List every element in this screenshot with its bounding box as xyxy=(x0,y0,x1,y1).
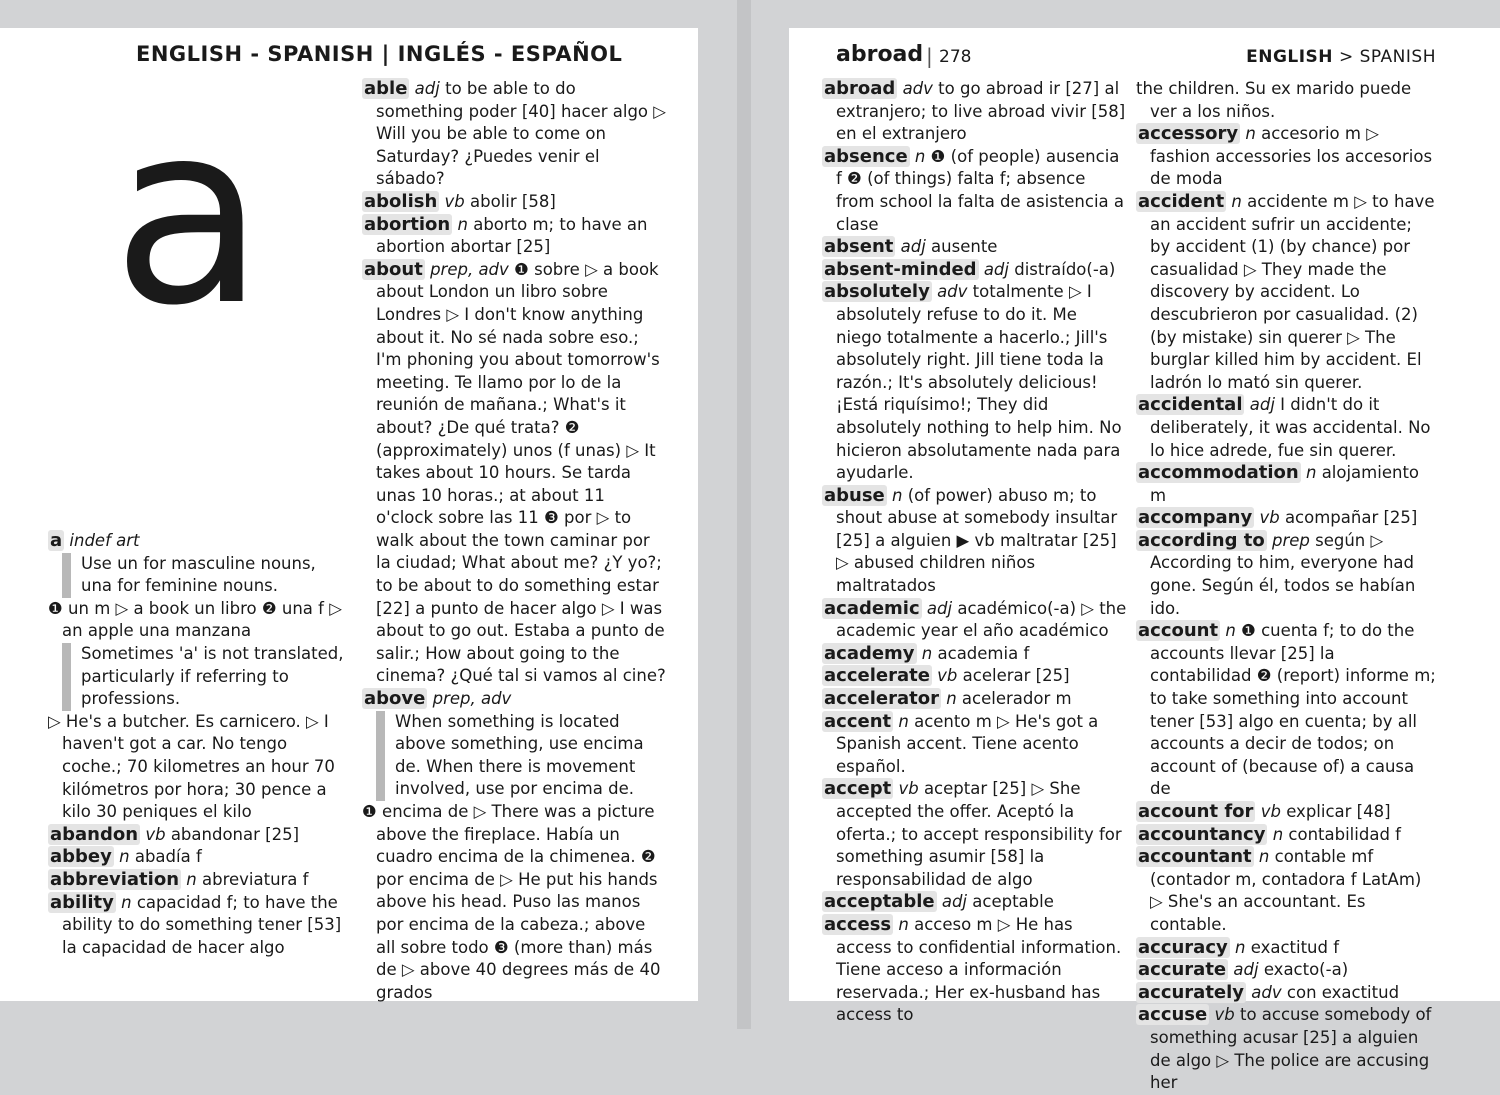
part-of-speech: adj xyxy=(983,259,1009,279)
dictionary-entry xyxy=(48,846,348,869)
headword: accidental xyxy=(1138,394,1243,416)
part-of-speech: n xyxy=(1272,824,1284,844)
headword: absence xyxy=(824,145,908,167)
part-of-speech: adv xyxy=(1251,982,1282,1002)
dictionary-entry xyxy=(1136,846,1436,936)
entry-continuation: ❶ un m ▷ a book un libro ❷ una f ▷ an apple una manzana xyxy=(48,598,342,641)
headword: abuse xyxy=(824,484,885,506)
part-of-speech: vb xyxy=(937,666,958,686)
part-of-speech: n xyxy=(898,711,909,731)
dictionary-entry xyxy=(362,214,667,259)
dictionary-entry xyxy=(822,665,1127,688)
headword: accept xyxy=(824,778,892,800)
headword: accompany xyxy=(1138,507,1253,529)
definition: acento m ▷ He's got a Spanish accent. Tiene acento español. xyxy=(836,711,1099,776)
part-of-speech: prep, adv xyxy=(430,259,509,279)
headword: abroad xyxy=(824,78,896,99)
definition: (of power) abuso m; to shout abuse at somebody insultar [25] a alguien ▶ vb maltratar [25] ▷ abused children niños maltratados xyxy=(836,485,1118,596)
left-column-2 xyxy=(362,78,667,1004)
header-lang-bold: ENGLISH xyxy=(1246,47,1334,67)
headword: accuracy xyxy=(1138,936,1228,958)
part-of-speech: adj xyxy=(1233,960,1259,980)
part-of-speech: vb xyxy=(145,824,166,844)
headword: accurate xyxy=(1138,959,1227,981)
headword: accuse xyxy=(1138,1004,1208,1026)
part-of-speech: n xyxy=(119,847,130,867)
page-title: ENGLISH - SPANISH | INGLÉS - ESPAÑOL xyxy=(136,42,623,66)
part-of-speech: adj xyxy=(926,598,953,618)
headword: accident xyxy=(1138,190,1225,212)
page-number: 278 xyxy=(939,47,972,67)
definition: alojamiento m xyxy=(1150,463,1420,505)
headword: absent xyxy=(824,236,894,258)
dictionary-entry xyxy=(48,869,348,892)
part-of-speech: n xyxy=(892,485,903,505)
part-of-speech: n xyxy=(121,892,132,912)
dictionary-entry xyxy=(822,891,1127,914)
definition: aceptable xyxy=(972,892,1054,912)
dictionary-entry xyxy=(1136,123,1436,191)
part-of-speech: n xyxy=(186,869,197,889)
dictionary-entry xyxy=(822,281,1127,484)
headword: accent xyxy=(824,710,892,732)
part-of-speech: n xyxy=(898,914,909,934)
definition: abadía f xyxy=(134,847,202,867)
definition: capacidad f; to have the ability to do something tener [53] la capacidad de hacer algo xyxy=(62,892,342,957)
definition: con exactitud xyxy=(1286,982,1400,1002)
usage-note: Use un for masculine nouns, una for feminine nouns. xyxy=(62,553,348,598)
dictionary-entry xyxy=(1136,191,1436,394)
dictionary-entry xyxy=(822,78,1127,146)
headword: access xyxy=(824,913,892,935)
definition: acelerar [25] xyxy=(962,666,1070,686)
definition: aborto m; to have an abortion abortar [25] xyxy=(376,214,648,257)
definition: acceso m ▷ He has access to confidential information. Tiene acceso a información reservada.; Her ex-husband has access to xyxy=(836,914,1122,1025)
part-of-speech: n xyxy=(914,146,926,166)
dictionary-entry xyxy=(822,914,1127,1027)
dictionary-entry xyxy=(822,688,1127,711)
definition: abreviatura f xyxy=(201,869,309,889)
header-word: abroad xyxy=(836,42,924,67)
entry-continuation: ▷ He's a butcher. Es carnicero. ▷ I haven't got a car. No tengo coche.; 70 kilometres an hour 70 kilómetros por hora; 30 pence a kilo 30 peniques el kilo xyxy=(48,711,335,822)
dictionary-entry xyxy=(822,236,1127,259)
dictionary-entry xyxy=(362,688,667,711)
definition: exactitud f xyxy=(1250,937,1340,957)
part-of-speech: vb xyxy=(898,779,919,799)
part-of-speech: n xyxy=(457,214,468,234)
definition: ❶ (of people) ausencia f ❷ (of things) falta f; absence from school la falta de asistencia a clase xyxy=(836,146,1125,234)
header-lang-rest: > SPANISH xyxy=(1333,47,1436,67)
definition: explicar [48] xyxy=(1286,802,1391,821)
definition: abolir [58] xyxy=(470,191,556,211)
entry-continuation: ❶ encima de ▷ There was a picture above the fireplace. Había un cuadro encima de la chimenea. ❷ por encima de ▷ He put his hands above his head. Puso las manos por encima de la cabeza.; above all sobre todo ❸ (more than) más de ▷ above 40 degrees más de 40 grados xyxy=(362,802,661,1002)
part-of-speech: n xyxy=(1231,191,1242,211)
entry-continuation: the children. Su ex marido puede ver a los niños. xyxy=(1136,79,1412,121)
definition: académico(-a) ▷ the academic year el año académico xyxy=(836,598,1127,641)
headword: ability xyxy=(50,891,114,913)
dictionary-entry xyxy=(822,259,1127,282)
part-of-speech: vb xyxy=(444,191,465,211)
left-column-1 xyxy=(48,530,348,959)
headword: according to xyxy=(1138,529,1265,551)
dictionary-entry xyxy=(822,146,1127,236)
definition: acelerador m xyxy=(961,689,1072,709)
part-of-speech: n xyxy=(1234,937,1246,957)
headword: accommodation xyxy=(1138,462,1299,484)
definition: to be able to do something poder [40] hacer algo ▷ Will you be able to come on Saturday? ¿Puedes venir el sábado? xyxy=(376,79,666,189)
header-section xyxy=(1246,47,1436,67)
part-of-speech: adj xyxy=(941,892,968,912)
definition: accidente m ▷ to have an accident sufrir un accidente; by accident (1) (by chance) por casualidad ▷ They made the discovery by accident. Lo descubrieron por casualidad. (2) (by mistake) sin querer ▷ The burglar killed him by accident. El ladrón lo mató sin querer. xyxy=(1150,191,1435,392)
definition: contabilidad f xyxy=(1288,824,1401,844)
dictionary-entry xyxy=(1136,1004,1436,1094)
part-of-speech: n xyxy=(921,643,933,663)
section-letter: a xyxy=(112,69,266,360)
dictionary-entry xyxy=(362,78,667,191)
right-page xyxy=(789,28,1500,1093)
part-of-speech: adj xyxy=(1249,395,1275,415)
part-of-speech: n xyxy=(1225,621,1236,641)
headword: accessory xyxy=(1138,123,1239,145)
definition: I didn't do it deliberately, it was accidental. No lo hice adrede, fue sin querer. xyxy=(1150,395,1431,460)
left-page xyxy=(0,28,698,1001)
headword: accelerator xyxy=(824,688,939,710)
headword: abolish xyxy=(364,190,438,212)
dictionary-entry xyxy=(822,643,1127,666)
part-of-speech: indef art xyxy=(69,531,140,550)
headword: absent-minded xyxy=(824,258,977,280)
dictionary-entry xyxy=(1136,507,1436,530)
definition: según ▷ According to him, everyone had gone. Según él, todos se habían ido. xyxy=(1150,530,1416,618)
headword: academic xyxy=(824,597,920,619)
definition: contable mf (contador m, contadora f LatAm) ▷ She's an accountant. Es contable. xyxy=(1150,847,1422,934)
headword: accountant xyxy=(1138,846,1252,868)
dictionary-entry xyxy=(1136,937,1436,960)
dictionary-entry xyxy=(822,598,1127,643)
part-of-speech: vb xyxy=(1214,1005,1235,1025)
headword: absolutely xyxy=(824,281,930,303)
dictionary-entry xyxy=(822,778,1127,891)
part-of-speech: adv xyxy=(902,79,933,98)
part-of-speech: adj xyxy=(900,237,926,257)
right-column-2 xyxy=(1136,78,1436,1095)
part-of-speech: adv xyxy=(937,282,968,302)
definition: acompañar [25] xyxy=(1284,508,1418,528)
headword: abortion xyxy=(364,213,451,235)
definition: exacto(-a) xyxy=(1263,960,1349,980)
headword: above xyxy=(364,688,426,710)
dictionary-entry xyxy=(1136,620,1436,801)
headword: abbreviation xyxy=(50,868,180,890)
definition: to accuse somebody of something acusar [25] a alguien de algo ▷ The police are accusing her xyxy=(1150,1005,1432,1093)
headword: accelerate xyxy=(824,665,930,687)
headword: a xyxy=(50,530,63,551)
dictionary-entry xyxy=(362,191,667,214)
headword: abbey xyxy=(50,846,112,868)
headword: acceptable xyxy=(824,891,935,913)
part-of-speech: vb xyxy=(1259,508,1280,528)
headword: able xyxy=(364,78,408,99)
book-fold xyxy=(737,0,751,1029)
part-of-speech: vb xyxy=(1260,802,1281,821)
right-column-1 xyxy=(822,78,1127,1027)
definition: academia f xyxy=(937,643,1030,663)
headword: accurately xyxy=(1138,981,1245,1003)
part-of-speech: prep, adv xyxy=(432,689,512,709)
definition: ausente xyxy=(931,237,998,257)
dictionary-entry xyxy=(1136,824,1436,847)
headword: account for xyxy=(1138,801,1254,822)
dictionary-entry xyxy=(48,892,348,960)
usage-note: Sometimes 'a' is not translated, particularly if referring to professions. xyxy=(62,643,348,711)
part-of-speech: prep xyxy=(1271,530,1310,550)
dictionary-entry xyxy=(1136,462,1436,507)
dictionary-entry xyxy=(1136,959,1436,982)
definition: abandonar [25] xyxy=(170,824,300,844)
definition: accesorio m ▷ fashion accessories los accesorios de moda xyxy=(1150,124,1433,189)
part-of-speech: adj xyxy=(414,79,440,98)
definition: aceptar [25] ▷ She accepted the offer. Aceptó la oferta.; to accept responsibility for something asumir [58] la responsabilidad de algo xyxy=(836,779,1122,889)
dictionary-entry xyxy=(362,259,667,688)
headword: academy xyxy=(824,642,915,664)
dictionary-entry xyxy=(48,824,348,847)
dictionary-entry xyxy=(822,711,1127,779)
headword: accountancy xyxy=(1138,823,1266,845)
dictionary-entry xyxy=(1136,801,1436,824)
dictionary-entry xyxy=(1136,394,1436,462)
part-of-speech: n xyxy=(1245,124,1256,144)
dictionary-entry xyxy=(48,530,348,553)
headword: abandon xyxy=(50,823,139,845)
header-separator: | xyxy=(926,44,933,68)
definition: to go abroad ir [27] al extranjero; to live abroad vivir [58] en el extranjero xyxy=(836,79,1126,144)
part-of-speech: n xyxy=(1305,463,1317,483)
headword: about xyxy=(364,258,423,280)
part-of-speech: n xyxy=(946,689,957,709)
usage-note: When something is located above something, use encima de. When there is movement involved, use por encima de. xyxy=(376,711,667,801)
definition: distraído(-a) xyxy=(1014,259,1116,279)
part-of-speech: n xyxy=(1258,847,1270,867)
dictionary-entry xyxy=(1136,982,1436,1005)
definition: ❶ cuenta f; to do the accounts llevar [25] la contabilidad ❷ (report) informe m; to take something into account tener [53] algo en cuenta; by all accounts a decir de todos; on account of (because of) a causa de xyxy=(1150,621,1436,799)
dictionary-entry xyxy=(1136,530,1436,620)
dictionary-entry xyxy=(822,485,1127,598)
headword: account xyxy=(1138,620,1219,642)
definition: totalmente ▷ I absolutely refuse to do it. Me niego totalmente a hacerlo.; Jill's absolutely right. Jill tiene toda la razón.; It's absolutely delicious! ¡Está riquísimo!; They did absolutely nothing to help him. No hicieron absolutamente nada para ayudarle. xyxy=(836,282,1122,483)
definition: ❶ sobre ▷ a book about London un libro sobre Londres ▷ I don't know anything about it. No sé nada sobre eso.; I'm phoning you about tomorrow's meeting. Te llamo por lo de la reunión de mañana.; What's it about? ¿De qué trata? ❷ (approximately) unos (f unas) ▷ It takes about 10 hours. Se tarda unas 10 horas.; at about 11 o'clock sobre las 11 ❸ por ▷ to walk about the town caminar por la ciudad; What about me? ¿Y yo?; to be about to do something estar [22] a punto de hacer algo ▷ I was about to go out. Estaba a punto de salir.; How about going to the cinema? ¿Qué tal si vamos al cine? xyxy=(376,259,666,686)
